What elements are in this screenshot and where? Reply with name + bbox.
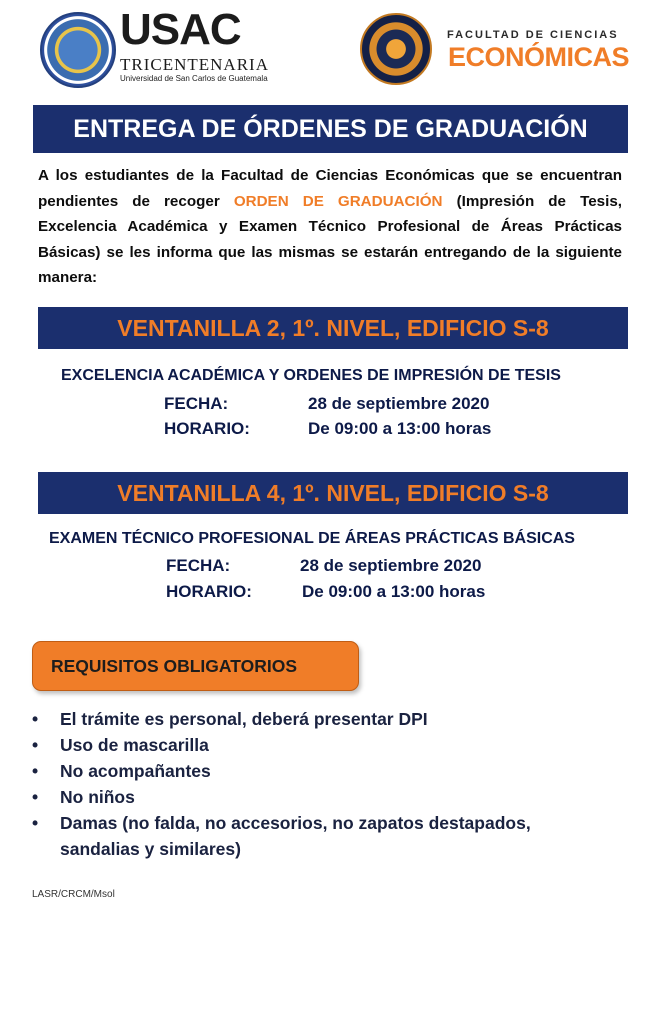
bullet-icon: • — [32, 813, 39, 833]
header — [0, 0, 650, 95]
section-1-date-value: 28 de septiembre 2020 — [308, 394, 490, 413]
list-item-text: No acompañantes — [60, 761, 211, 781]
requirements-heading: REQUISITOS OBLIGATORIOS — [32, 641, 359, 691]
intro-text-2: (Impresión de Tesis, Excelencia Académica y Examen Técnico Profesional de Áreas Prácticas Básicas) se les informa que las mismas se estarán entregando de la siguiente manera: — [38, 192, 622, 286]
section-2-time-label: HORARIO: — [166, 582, 252, 601]
intro-paragraph — [38, 163, 622, 291]
usac-subtitle: Universidad de San Carlos de Guatemala — [120, 74, 268, 83]
page-title: ENTREGA DE ÓRDENES DE GRADUACIÓN — [33, 105, 628, 153]
list-item — [30, 732, 590, 758]
section-1-subject: EXCELENCIA ACADÉMICA Y ORDENES DE IMPRESIÓN DE TESIS — [61, 367, 561, 384]
section-2-date-label: FECHA: — [166, 556, 231, 575]
list-item-text: Damas (no falda, no accesorios, no zapatos destapados, sandalias y similares) — [60, 813, 531, 859]
section-1-time-label: HORARIO: — [164, 419, 250, 438]
usac-tricentenaria: TRICENTENARIA — [120, 55, 269, 74]
author-initials: LASR/CRCM/Msol — [32, 889, 115, 900]
list-item — [30, 706, 590, 732]
section-2-subject: EXAMEN TÉCNICO PROFESIONAL DE ÁREAS PRÁCTICAS BÁSICAS — [49, 530, 575, 547]
section-2-date-value: 28 de septiembre 2020 — [300, 556, 482, 575]
footer — [0, 935, 650, 1024]
list-item-text: El trámite es personal, deberá presentar DPI — [60, 709, 428, 729]
faculty-name: ECONÓMICAS — [448, 42, 630, 72]
bullet-icon: • — [32, 761, 39, 781]
section-1-date-label: FECHA: — [164, 394, 229, 413]
faculty-seal-logo — [360, 13, 432, 85]
intro-text-1: A los estudiantes de la Facultad de Ciencias Económicas que se encuentran pendientes de recoger — [38, 167, 622, 210]
section-2-time-value: De 09:00 a 13:00 horas — [302, 582, 486, 601]
usac-name: USAC — [120, 5, 241, 54]
requirements-list — [30, 706, 590, 862]
list-item — [30, 758, 590, 784]
list-item — [30, 810, 590, 862]
bullet-icon: • — [32, 787, 39, 807]
list-item-text: Uso de mascarilla — [60, 735, 209, 755]
list-item-text: No niños — [60, 787, 135, 807]
bullet-icon: • — [32, 735, 39, 755]
section-1-time-value: De 09:00 a 13:00 horas — [308, 419, 492, 438]
bullet-icon: • — [32, 709, 39, 729]
faculty-prefix: FACULTAD DE CIENCIAS — [447, 29, 619, 41]
list-item — [30, 784, 590, 810]
intro-highlight: ORDEN DE GRADUACIÓN — [233, 192, 443, 210]
usac-seal-logo — [40, 12, 116, 88]
window-2-banner: VENTANILLA 2, 1º. NIVEL, EDIFICIO S-8 — [38, 307, 628, 349]
window-4-banner: VENTANILLA 4, 1º. NIVEL, EDIFICIO S-8 — [38, 472, 628, 514]
